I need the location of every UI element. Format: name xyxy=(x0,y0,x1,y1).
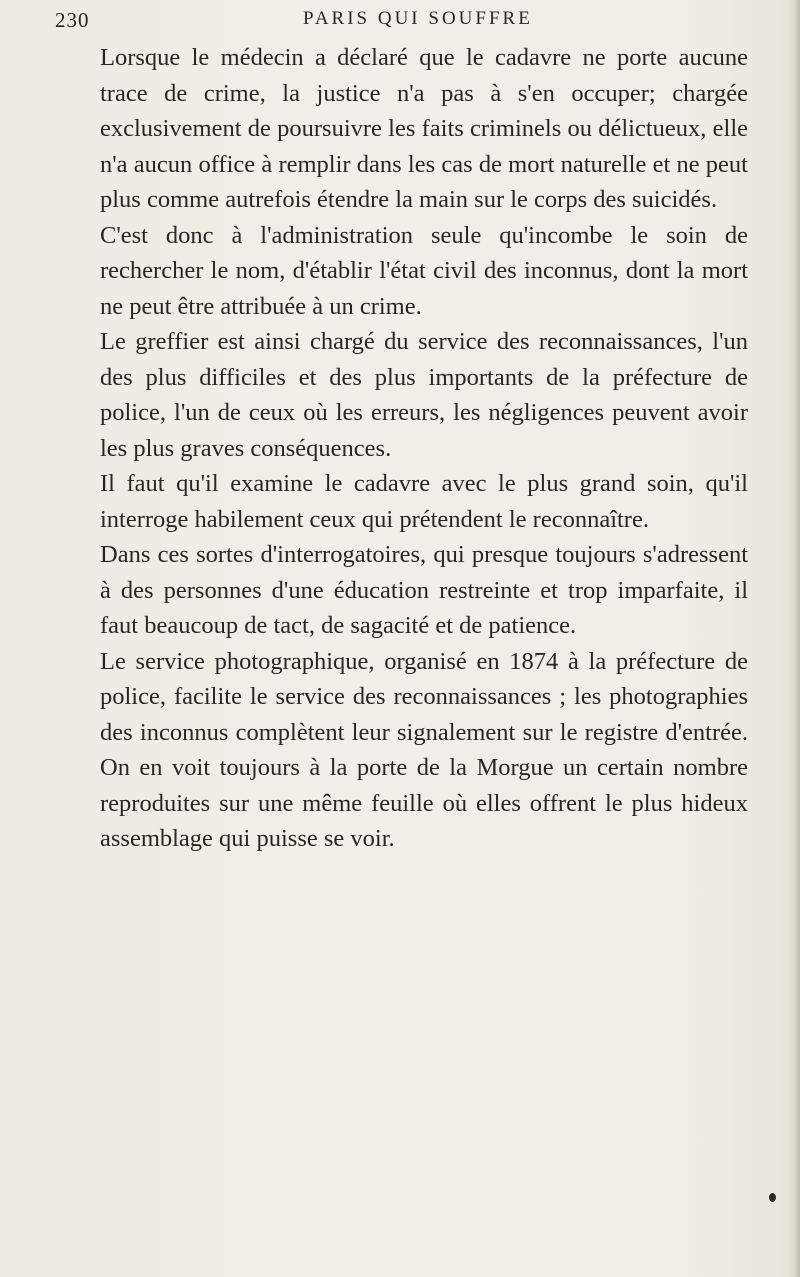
paragraph: Le greffier est ainsi chargé du service des reconnaissances, l'un des plus difficiles et des plus importants de la préfecture de police, l'un de ceux où les erreurs, les négligences peuvent avoir les plus graves conséquences. xyxy=(100,328,748,462)
ink-spot xyxy=(769,1193,776,1202)
paragraph: Dans ces sortes d'interrogatoires, qui presque toujours s'adressent à des personnes d'une éducation restreinte et trop imparfaite, il faut beaucoup de tact, de sagacité et de patience. xyxy=(100,541,748,639)
page-edge-shadow xyxy=(786,0,800,1277)
paragraph: Le service photographique, organisé en 1874 à la préfecture de police, facilite le service des reconnaissances ; les photographies des inconnus complètent leur signalement sur le registre d'entrée. On en voit toujours à la porte de la Morgue un certain nombre reproduites sur une même feuille où elles offrent le plus hideux assemblage qui puisse se voir. xyxy=(100,647,748,852)
body-text xyxy=(100,40,748,857)
paragraph: Lorsque le médecin a déclaré que le cadavre ne porte aucune trace de crime, la justice n'a pas à s'en occuper; chargée exclusivement de poursuivre les faits criminels ou délictueux, elle n'a aucun office à remplir dans les cas de mort naturelle et ne peut plus comme autrefois étendre la main sur le corps des suicidés. xyxy=(100,44,748,213)
running-head xyxy=(55,8,745,38)
running-title: PARIS QUI SOUFFRE xyxy=(303,8,533,29)
paragraph: C'est donc à l'administration seule qu'incombe le soin de rechercher le nom, d'établir l'état civil des inconnus, dont la mort ne peut être attribuée à un crime. xyxy=(100,221,748,320)
paragraph: Il faut qu'il examine le cadavre avec le plus grand soin, qu'il interroge habilement ceux qui prétendent le reconnaître. xyxy=(100,470,748,533)
page-number: 230 xyxy=(55,8,90,32)
